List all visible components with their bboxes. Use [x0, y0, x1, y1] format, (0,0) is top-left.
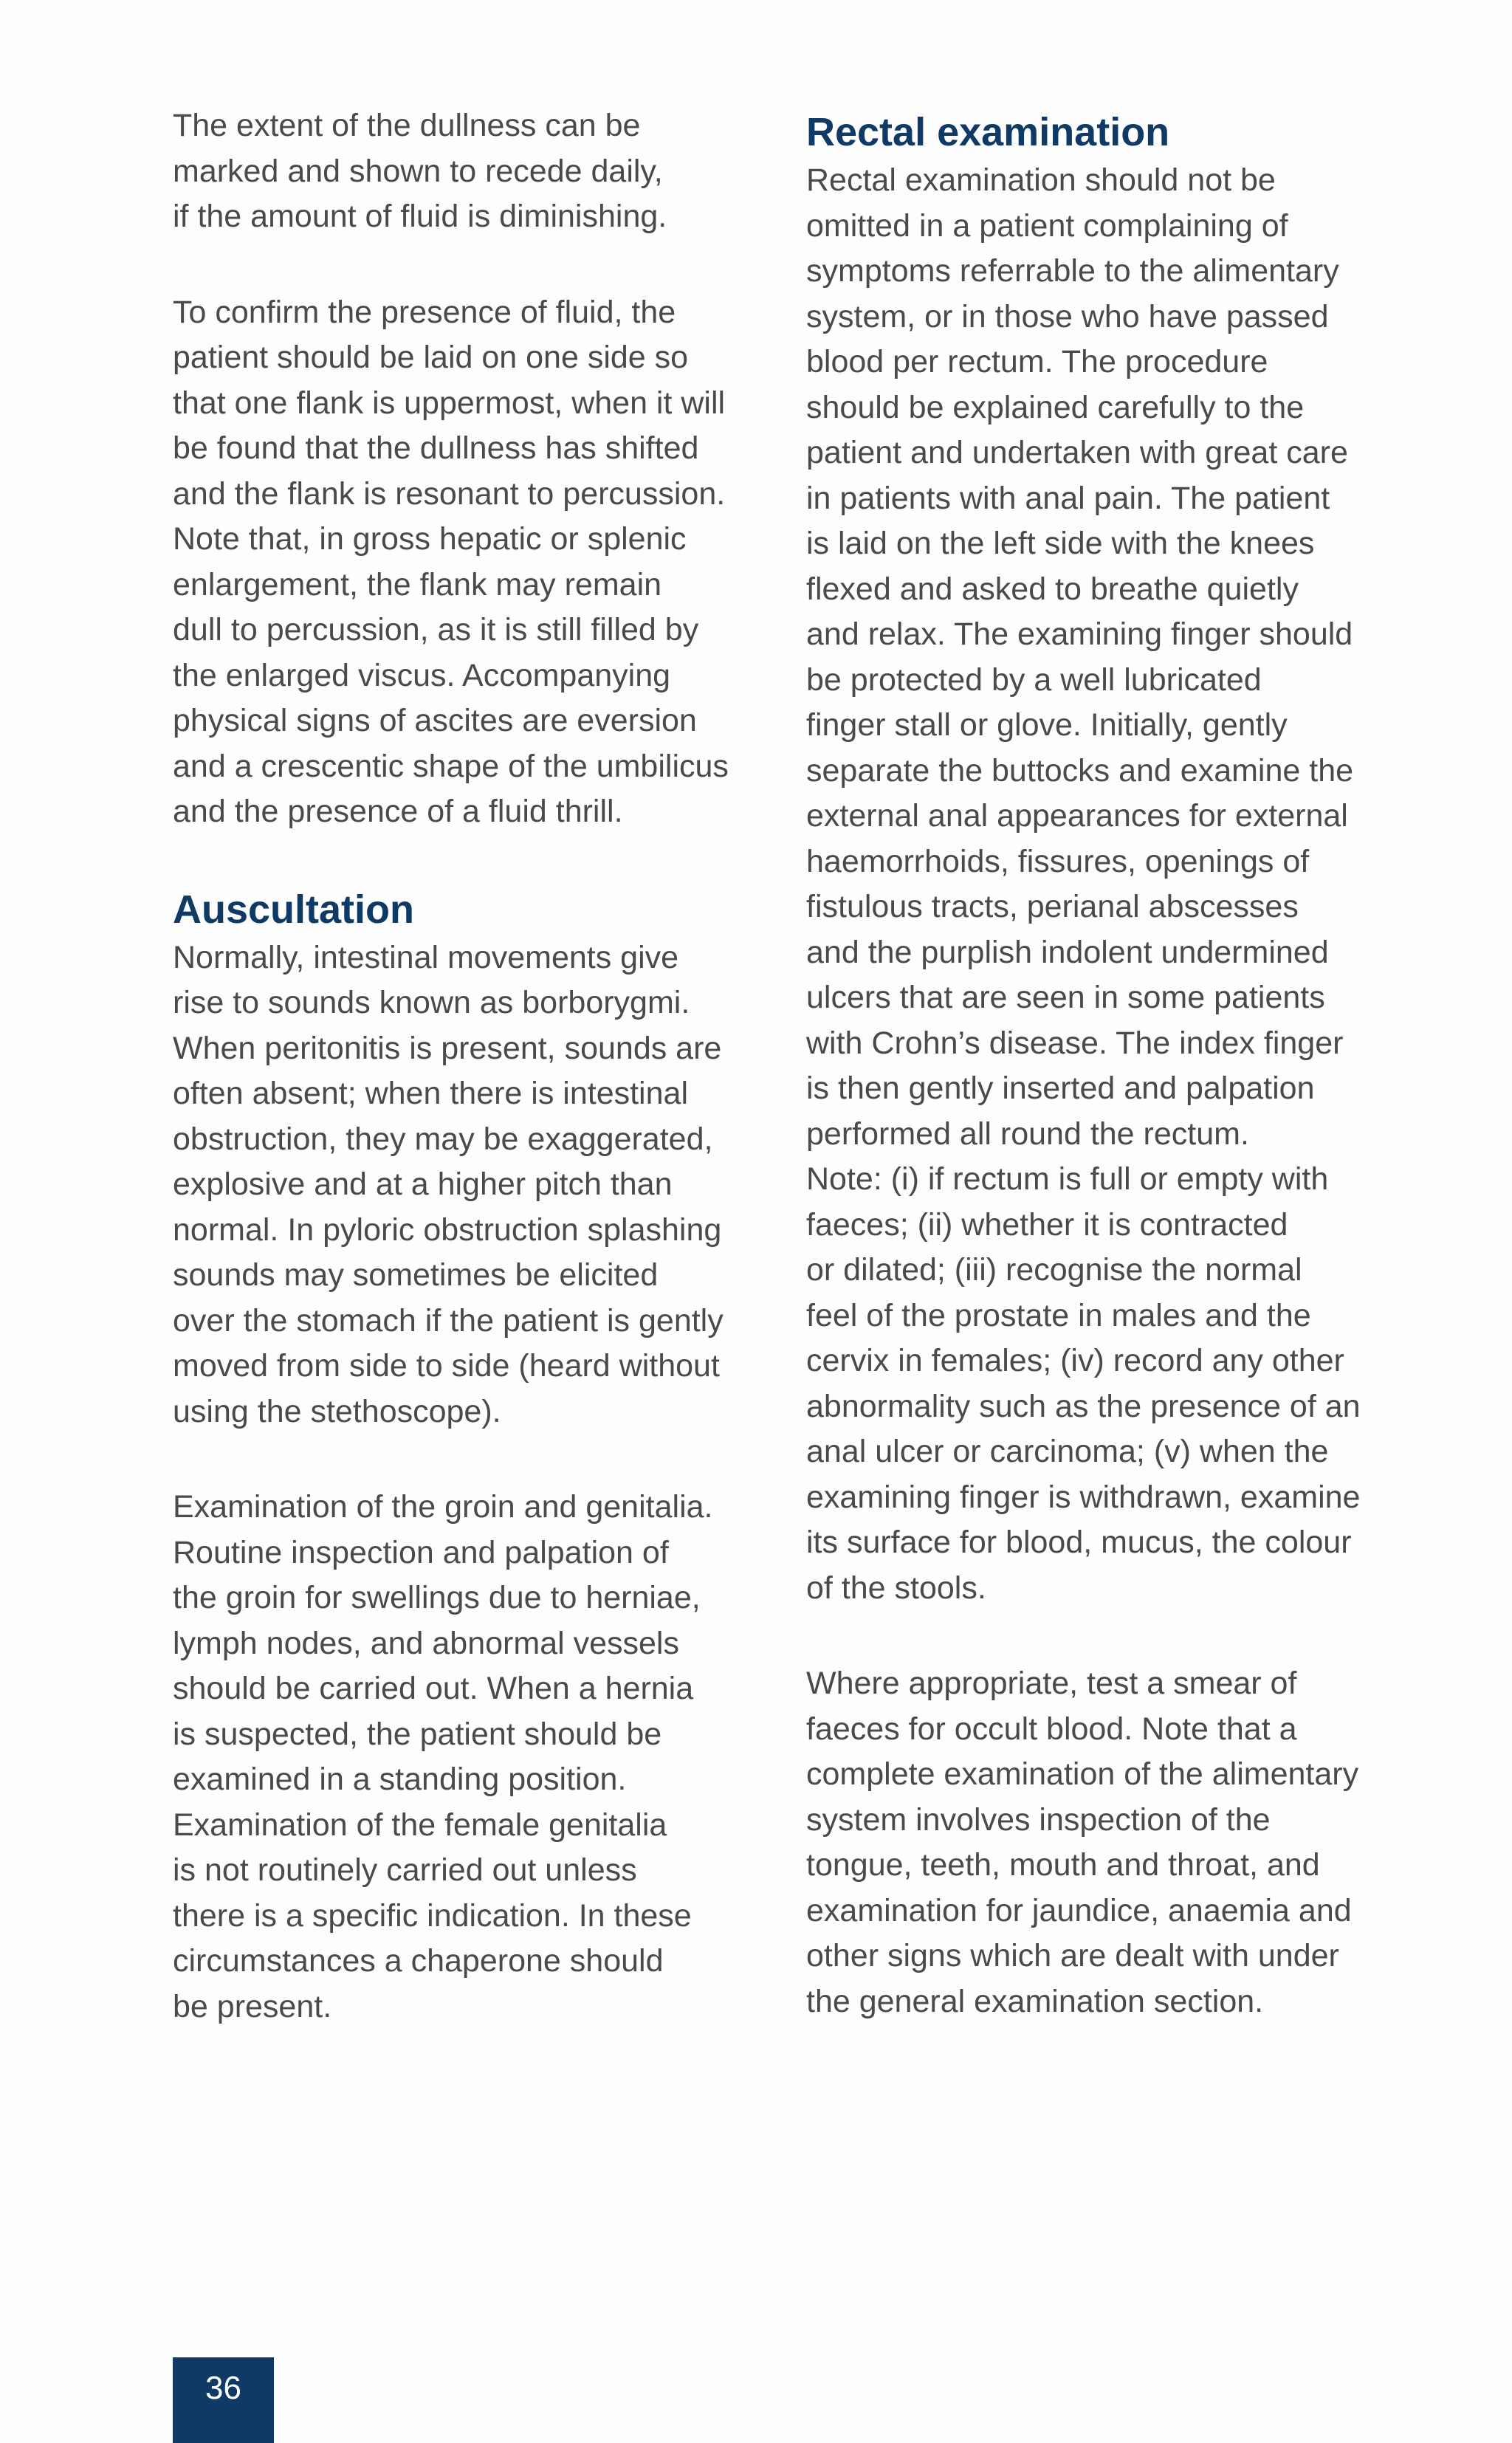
paragraph-occult-blood: Where appropriate, test a smear of faeces for occult blood. Note that a complete examination of the alimentary system involves inspection of the tongue, teeth, mouth and throat, and examination for jaundice, anaemia and other signs which are dealt with under the general examination section. — [806, 1666, 1359, 2019]
paragraph-auscultation: Normally, intestinal movements give rise to sounds known as borborygmi. When peritonitis is present, sounds are often absent; when there is intestinal obstruction, they may be exaggerated, explosive and at a higher pitch than normal. In pyloric obstruction splashing sounds may sometimes be elicited over the stomach if the patient is gently moved from side to side (heard without using the stethoscope). — [173, 939, 724, 1429]
left-column — [173, 103, 763, 2080]
section-heading-auscultation: Auscultation — [173, 887, 415, 932]
paragraph-rectal-note: Note: (i) if rectum is full or empty with faeces; (ii) whether it is contracted or dilated; (iii) recognise the normal feel of the prostate in males and the cervix in females; (iv) record any other abnormality such as the presence of an anal ulcer or carcinoma; (v) when the examining finger is withdrawn, examine its surface for blood, mucus, the colour of the stools. — [806, 1161, 1361, 1606]
page-number: 36 — [205, 2370, 241, 2406]
paragraph-groin-genitalia: Examination of the groin and genitalia. Routine inspection and palpation of the groin for swellings due to herniae, lymph nodes, and abnormal vessels should be carried out. When a hernia is suspected, the patient should be examined in a standing position. Examination of the female genitalia is not routinely carried out unless there is a specific indication. In these circumstances a chaperone should be present. — [173, 1489, 713, 2024]
section-heading-rectal-examination: Rectal examination — [806, 110, 1170, 154]
right-column — [806, 103, 1419, 2075]
paragraph-dullness: The extent of the dullness can be marked and shown to recede daily, if the amount of fluid is diminishing. — [173, 108, 667, 234]
page-number-badge — [173, 2357, 274, 2443]
paragraph-rectal-examination: Rectal examination should not be omitted in a patient complaining of symptoms referrable to the alimentary system, or in those who have passed blood per rectum. The procedure should be explained carefully to the patient and undertaken with great care in patients with anal pain. The patient is laid on the left side with the knees flexed and asked to breathe quietly and relax. The examining finger should be protected by a well lubricated finger stall or glove. Initially, gently separate the buttocks and examine the external anal appearances for external haemorrhoids, fissures, openings of fistulous tracts, perianal abscesses and the purplish indolent undermined ulcers that are seen in some patients with Crohn’s disease. The index finger is then gently inserted and palpation performed all round the rectum. — [806, 162, 1354, 1152]
paragraph-shifting-dullness: To confirm the presence of fluid, the patient should be laid on one side so that one flank is uppermost, when it will be found that the dullness has shifted and the flank is resonant to percussion. Note that, in gross hepatic or splenic enlargement, the flank may remain dull to percussion, as it is still filled by the enlarged viscus. Accompanying physical signs of ascites are eversion and a crescentic shape of the umbilicus and the presence of a fluid thrill. — [173, 294, 729, 829]
